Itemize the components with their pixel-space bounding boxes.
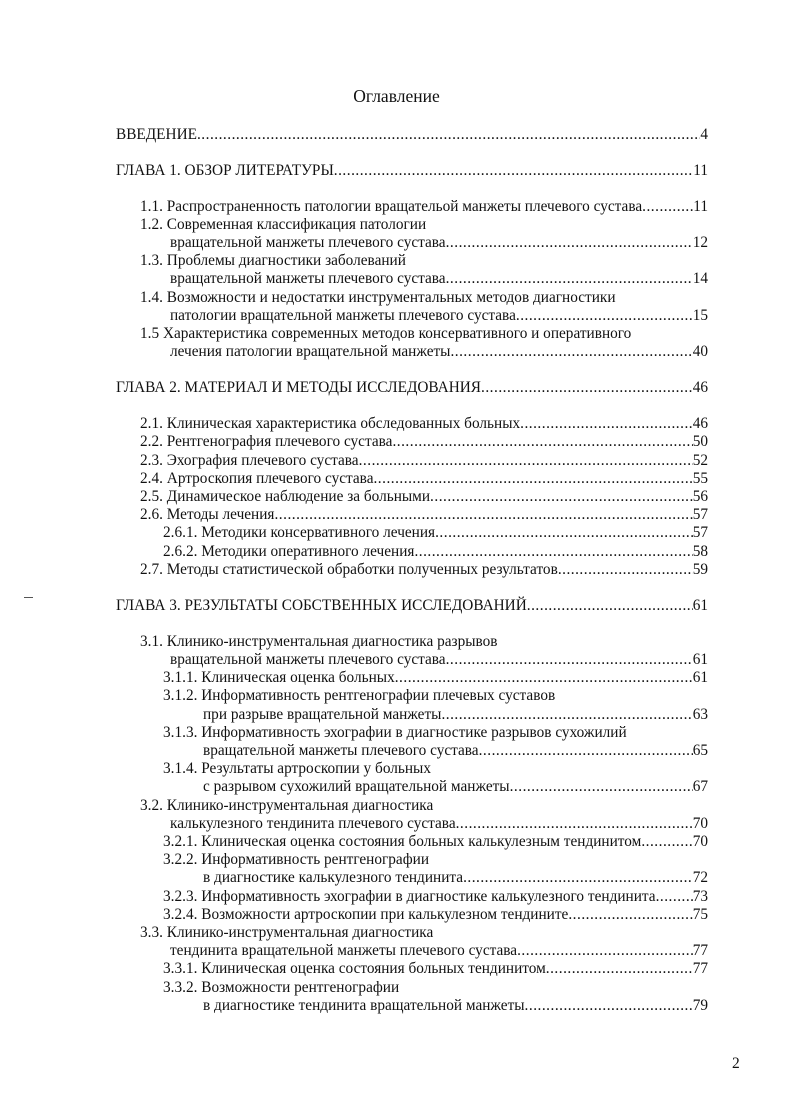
toc-entry-text: 1.2. Современная классификация патологии [140,215,427,233]
dot-leader [441,705,692,724]
toc-entry-text: ВВЕДЕНИЕ [116,125,197,143]
toc-section-line[interactable] [203,996,708,1015]
toc-entry-text: 2.6.2. Методики оперативного лечения [163,542,415,560]
toc-section-line[interactable] [140,414,708,433]
toc-entry-text: 2.7. Методы статистической обработки полученных результатов [140,560,558,578]
toc-section-line[interactable] [203,705,708,724]
toc-section-line[interactable] [163,959,708,978]
dot-leader [520,414,693,433]
dot-leader [430,487,693,506]
dot-leader [517,941,693,960]
toc-page-number: 50 [692,433,708,451]
dot-leader [463,868,693,887]
dot-leader [642,197,693,216]
toc-page-number: 67 [692,778,708,796]
toc-entry-text: 3.1.4. Результаты артроскопии у больных [163,760,431,778]
toc-section-line[interactable] [140,487,708,506]
toc-section-line[interactable] [140,632,498,651]
toc-section-line[interactable] [170,650,708,669]
dot-leader [373,469,692,488]
toc-entry-text: в диагностике калькулезного тендинита [203,869,464,887]
toc-section-line[interactable] [170,269,708,288]
toc-page-number: 12 [692,233,708,251]
toc-entry-text: при разрыве вращательной манжеты [203,705,442,723]
toc-entry-text: 1.3. Проблемы диагностики заболеваний [140,252,406,270]
toc-page-number: 59 [692,560,708,578]
dot-leader [527,596,693,615]
toc-entry-text: 3.2. Клинико-инструментальная диагностика [140,796,434,814]
dot-leader [479,741,693,760]
toc-section-line[interactable] [170,941,708,960]
toc-page-number: 46 [692,415,708,433]
toc-entry-text: вращательной манжеты плечевого сустава [170,233,446,251]
dot-leader [546,959,693,978]
toc-section-line[interactable] [163,905,708,924]
dot-leader [446,233,693,252]
toc-section-line[interactable] [140,432,708,451]
toc-page-number: 61 [692,596,708,614]
toc-section-line[interactable] [163,887,708,906]
toc-page-number: 70 [692,832,708,850]
toc-chapter-line[interactable] [116,378,708,397]
toc-page-number: 61 [692,669,708,687]
dot-leader [516,306,693,325]
toc-section-line[interactable] [140,324,631,343]
toc-chapter-line[interactable] [116,596,708,615]
toc-page-number: 61 [692,650,708,668]
toc-section-line[interactable] [163,723,627,742]
page-number: 2 [732,1055,740,1072]
toc-entry-text: 2.4. Артроскопия плечевого сустава [140,469,374,487]
toc-section-line[interactable] [163,759,431,778]
toc-entry-text: ГЛАВА 2. МАТЕРИАЛ И МЕТОДЫ ИССЛЕДОВАНИЯ [116,379,482,397]
toc-section-line[interactable] [203,868,708,887]
toc-section-line[interactable] [140,796,433,815]
toc-page-number: 52 [692,451,708,469]
toc-entry-text: 3.3.2. Возможности рентгенографии [163,978,400,996]
toc-page-number: 73 [692,887,708,905]
toc-section-line[interactable] [140,288,616,307]
toc-page-number: 77 [692,942,708,960]
toc-section-line[interactable] [203,741,708,760]
toc-page-number: 11 [693,161,708,179]
toc-section-line[interactable] [140,197,708,216]
toc-entry-text: 3.1.2. Информативность рентгенографии плечевых суставов [163,687,556,705]
toc-section-line[interactable] [163,978,399,997]
toc-entry-text: 3.1.3. Информативность эхографии в диагностике разрывов сухожилий [163,723,627,741]
toc-page-number: 79 [692,996,708,1014]
toc-entry-text: 1.5 Характеристика современных методов консервативного и оперативного [140,324,632,342]
toc-section-line[interactable] [140,469,708,488]
dot-leader [446,650,693,669]
toc-entry-text: лечения патологии вращательной манжеты [170,343,451,361]
toc-section-line[interactable] [163,832,708,851]
toc-entry-text: 2.3. Эхография плечевого сустава [140,451,359,469]
toc-entry-text: 3.2.4. Возможности артроскопии при калькулезном тендините [163,905,569,923]
toc-section-line[interactable] [163,850,429,869]
toc-page-number: 55 [692,469,708,487]
toc-chapter-line[interactable] [116,125,708,144]
toc-entry-text: 3.3.1. Клиническая оценка состояния больных тендинитом [163,960,546,978]
toc-section-line[interactable] [163,523,708,542]
toc-entry-text: ГЛАВА 3. РЕЗУЛЬТАТЫ СОБСТВЕННЫХ ИССЛЕДОВАНИЙ [116,596,527,614]
toc-entry-text: 2.6. Методы лечения [140,506,275,524]
toc-entry-text: в диагностике тендинита вращательной манжеты [203,996,525,1014]
toc-page-number: 15 [692,306,708,324]
toc-chapter-line[interactable] [116,161,708,180]
dot-leader [197,125,700,144]
toc-section-line[interactable] [140,923,433,942]
toc-section-line[interactable] [140,251,406,270]
toc-page-number: 56 [692,487,708,505]
toc-page-number: 77 [692,960,708,978]
toc-section-line[interactable] [140,215,426,234]
toc-entry-text: тендинита вращательной манжеты плечевого сустава [170,942,518,960]
toc-entry-text: патологии вращательной манжеты плечевого сустава [170,306,516,324]
dot-leader [456,814,693,833]
dot-leader [641,832,692,851]
toc-entry-text: 3.3. Клинико-инструментальная диагностика [140,923,434,941]
toc-entry-text: 3.2.2. Информативность рентгенографии [163,851,430,869]
toc-page-number: 4 [700,125,708,143]
toc-entry-text: 3.2.3. Информативность эхографии в диагностике калькулезного тендинита [163,887,656,905]
toc-page-number: 65 [692,741,708,759]
toc-section-line[interactable] [163,542,708,561]
toc-entry-text: вращательной манжеты плечевого сустава [203,741,479,759]
toc-entry-text: 3.2.1. Клиническая оценка состояния больных калькулезным тендинитом [163,832,642,850]
dot-leader [510,777,693,796]
toc-section-line[interactable] [140,560,708,579]
toc-entry-text: вращательной манжеты плечевого сустава [170,270,446,288]
dot-leader [392,432,692,451]
dot-leader [481,378,693,397]
toc-section-line[interactable] [170,814,708,833]
dot-leader [656,887,693,906]
toc-entry-text: 2.6.1. Методики консервативного лечения [163,524,436,542]
toc-page-number: 11 [693,197,708,215]
toc-section-line[interactable] [163,686,555,705]
dot-leader [525,996,693,1015]
toc-entry-text: вращательной манжеты плечевого сустава [170,650,446,668]
dot-leader [334,161,693,180]
dot-leader [274,505,692,524]
toc-page-number: 70 [692,814,708,832]
toc-entry-text: с разрывом сухожилий вращательной манжеты [203,778,510,796]
dot-leader [446,269,693,288]
dot-leader [359,451,693,470]
toc-page-number: 57 [692,524,708,542]
toc-entry-text: калькулезного тендинита плечевого сустава [170,814,456,832]
toc-section-line[interactable] [170,233,708,252]
toc-section-line[interactable] [203,777,708,796]
toc-entry-text: ГЛАВА 1. ОБЗОР ЛИТЕРАТУРЫ [116,161,334,179]
dot-leader [435,523,693,542]
toc-section-line[interactable] [170,342,708,361]
toc-entry-text: 3.1.1. Клиническая оценка больных [163,669,395,687]
toc-section-line[interactable] [140,505,708,524]
toc-section-line[interactable] [140,451,708,470]
dot-leader [414,542,692,561]
toc-page-number: 14 [692,270,708,288]
toc-section-line[interactable] [170,306,708,325]
toc-entry-text: 2.2. Рентгенография плечевого сустава [140,433,393,451]
toc-page-number: 72 [692,869,708,887]
toc-page-number: 58 [692,542,708,560]
dot-leader [568,905,692,924]
toc-section-line[interactable] [163,668,708,687]
toc-entry-text: 1.1. Распространенность патологии вращательой манжеты плечевого сустава [140,197,643,215]
toc-page-number: 75 [692,905,708,923]
toc-page-number: 40 [692,343,708,361]
toc-title: Оглавление [353,86,440,106]
dot-leader [558,560,693,579]
toc-entry-text: 2.5. Динамическое наблюдение за больными [140,487,431,505]
toc-page-number: 46 [692,379,708,397]
margin-mark [24,597,33,598]
dot-leader [450,342,692,361]
toc-entry-text: 2.1. Клиническая характеристика обследованных больных [140,415,521,433]
toc-page-number: 57 [692,506,708,524]
dot-leader [395,668,693,687]
toc-page-number: 63 [692,705,708,723]
toc-entry-text: 3.1. Клинико-инструментальная диагностика разрывов [140,632,498,650]
toc-entry-text: 1.4. Возможности и недостатки инструментальных методов диагностики [140,288,616,306]
